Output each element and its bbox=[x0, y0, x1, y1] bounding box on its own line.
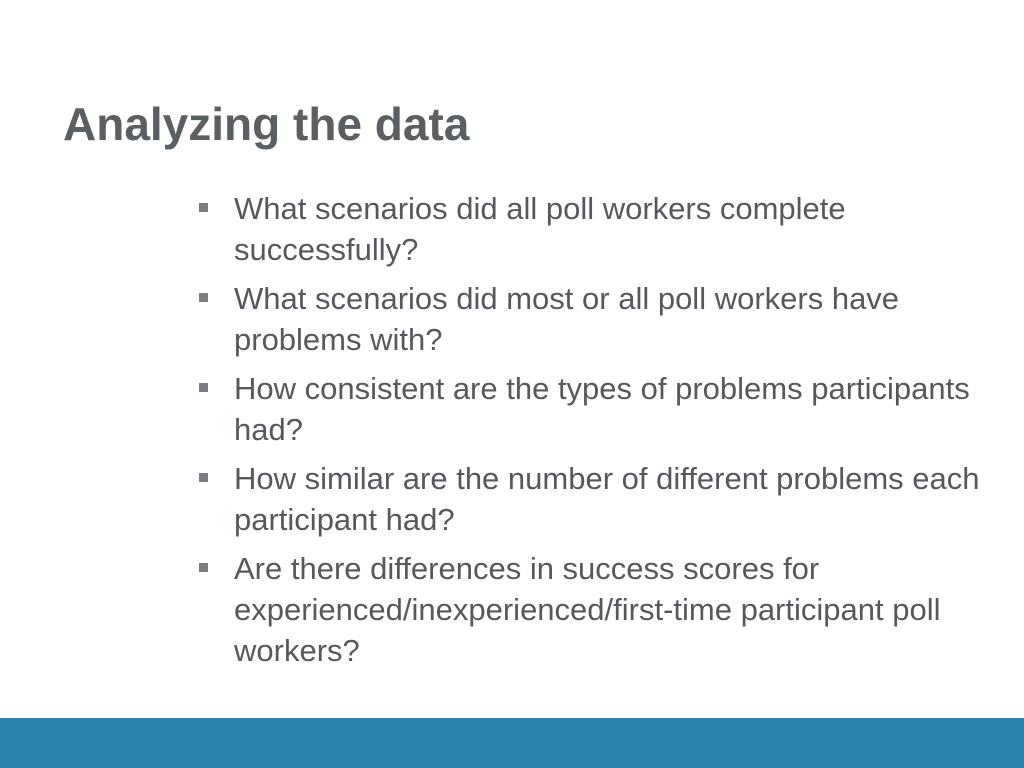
square-bullet-icon bbox=[199, 383, 208, 392]
bullet-text: What scenarios did all poll workers complete successfully? bbox=[234, 191, 846, 267]
square-bullet-icon bbox=[199, 293, 208, 302]
bullet-text: How similar are the number of different problems each participant had? bbox=[234, 461, 980, 537]
bullet-item bbox=[195, 278, 985, 360]
square-bullet-icon bbox=[199, 563, 208, 572]
square-bullet-icon bbox=[199, 203, 208, 212]
bullet-item bbox=[195, 548, 985, 671]
bullet-item bbox=[195, 458, 985, 540]
footer-bar bbox=[0, 718, 1024, 768]
bullet-list bbox=[195, 188, 985, 679]
bullet-text: What scenarios did most or all poll workers have problems with? bbox=[234, 281, 900, 357]
bullet-text: Are there differences in success scores for experienced/inexperienced/first-time participant poll workers? bbox=[234, 551, 941, 668]
bullet-item bbox=[195, 368, 985, 450]
bullet-item bbox=[195, 188, 985, 270]
slide-title: Analyzing the data bbox=[63, 98, 470, 150]
bullet-text: How consistent are the types of problems participants had? bbox=[234, 371, 970, 447]
square-bullet-icon bbox=[199, 473, 208, 482]
